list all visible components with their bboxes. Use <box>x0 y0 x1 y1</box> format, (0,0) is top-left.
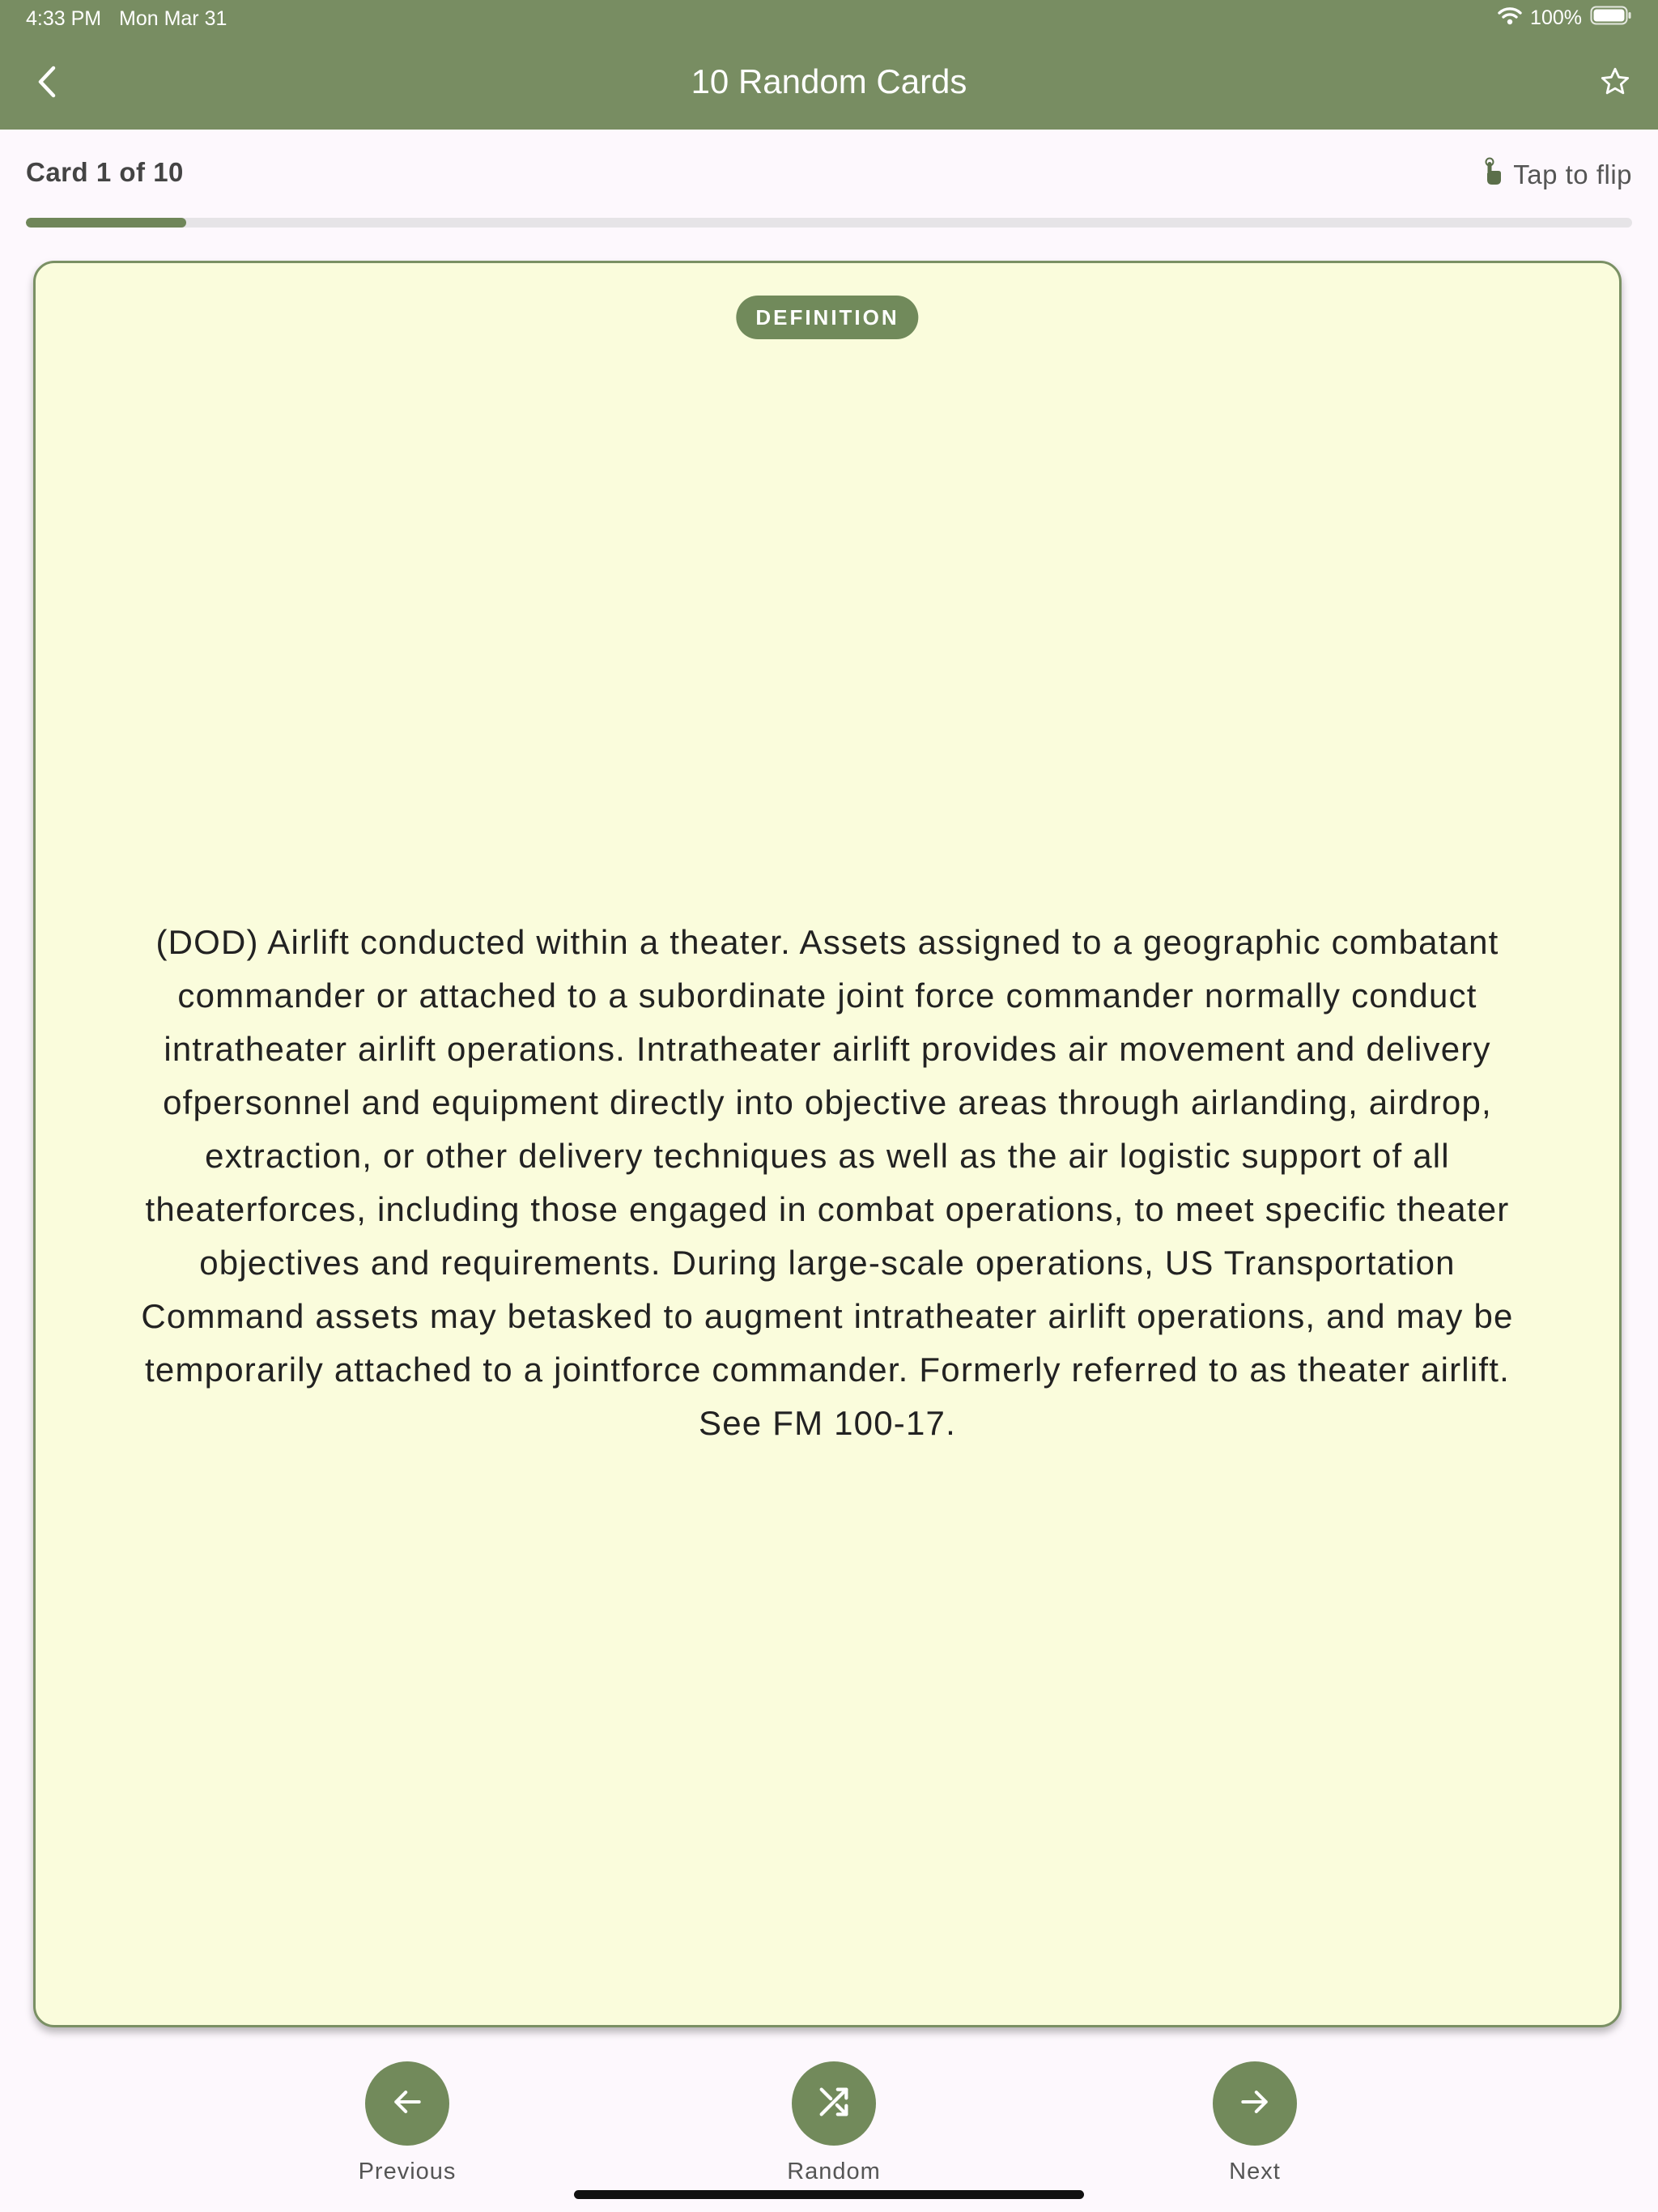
card-controls <box>0 2061 1658 2191</box>
navigation-bar <box>0 37 1658 130</box>
favorite-button[interactable] <box>1593 62 1637 105</box>
progress-bar <box>26 218 1632 228</box>
battery-icon <box>1590 5 1632 32</box>
status-date: Mon Mar 31 <box>119 7 227 30</box>
next-button-circle[interactable] <box>1213 2061 1297 2146</box>
wifi-icon <box>1498 6 1522 31</box>
previous-label: Previous <box>358 2159 457 2184</box>
status-right <box>1498 5 1632 32</box>
next-label: Next <box>1229 2159 1281 2184</box>
card-counter: Card 1 of 10 <box>26 157 184 187</box>
page-title: 10 Random Cards <box>691 62 967 100</box>
battery-percent: 100% <box>1530 6 1582 29</box>
random-button-circle[interactable] <box>792 2061 876 2146</box>
status-time: 4:33 PM <box>26 7 102 30</box>
progress-bar-fill <box>26 218 186 228</box>
tap-hint-label: Tap to flip <box>1513 160 1632 189</box>
status-bar <box>0 0 1658 37</box>
shuffle-icon <box>815 2083 852 2125</box>
arrow-right-icon <box>1237 2084 1273 2124</box>
random-button[interactable] <box>753 2061 915 2185</box>
random-label: Random <box>787 2159 881 2184</box>
arrow-left-icon <box>389 2084 425 2124</box>
progress-header <box>26 154 1632 194</box>
home-indicator[interactable] <box>574 2190 1084 2199</box>
card-side-badge: DEFINITION <box>736 296 918 339</box>
next-button[interactable] <box>1174 2061 1336 2185</box>
card-definition-text: (DOD) Airlift conducted within a theater. Assets assigned to a geographic combatant commander or attached to a subordinate joint force commander normally conduct intratheater airlift operations. Intratheater airlift provides air movement and delivery ofpersonnel and equipment directly into objective areas through airlanding, airdrop, extraction, or other delivery techniques as well as the air logistic support of all theaterforces, including those engaged in combat operations, to meet specific theater objectives and requirements. During large-scale operations, US Transportation Command assets may betasked to augment intratheater airlift operations, and may be temporarily attached to a jointforce commander. Formerly referred to as theater airlift. See FM 100-17. <box>141 923 1514 1442</box>
star-outline-icon <box>1599 66 1631 102</box>
tap-to-flip-hint <box>1482 157 1632 193</box>
previous-button[interactable] <box>326 2061 488 2185</box>
flashcard[interactable] <box>33 261 1622 2027</box>
tap-hand-icon <box>1482 157 1503 193</box>
previous-button-circle[interactable] <box>365 2061 449 2146</box>
